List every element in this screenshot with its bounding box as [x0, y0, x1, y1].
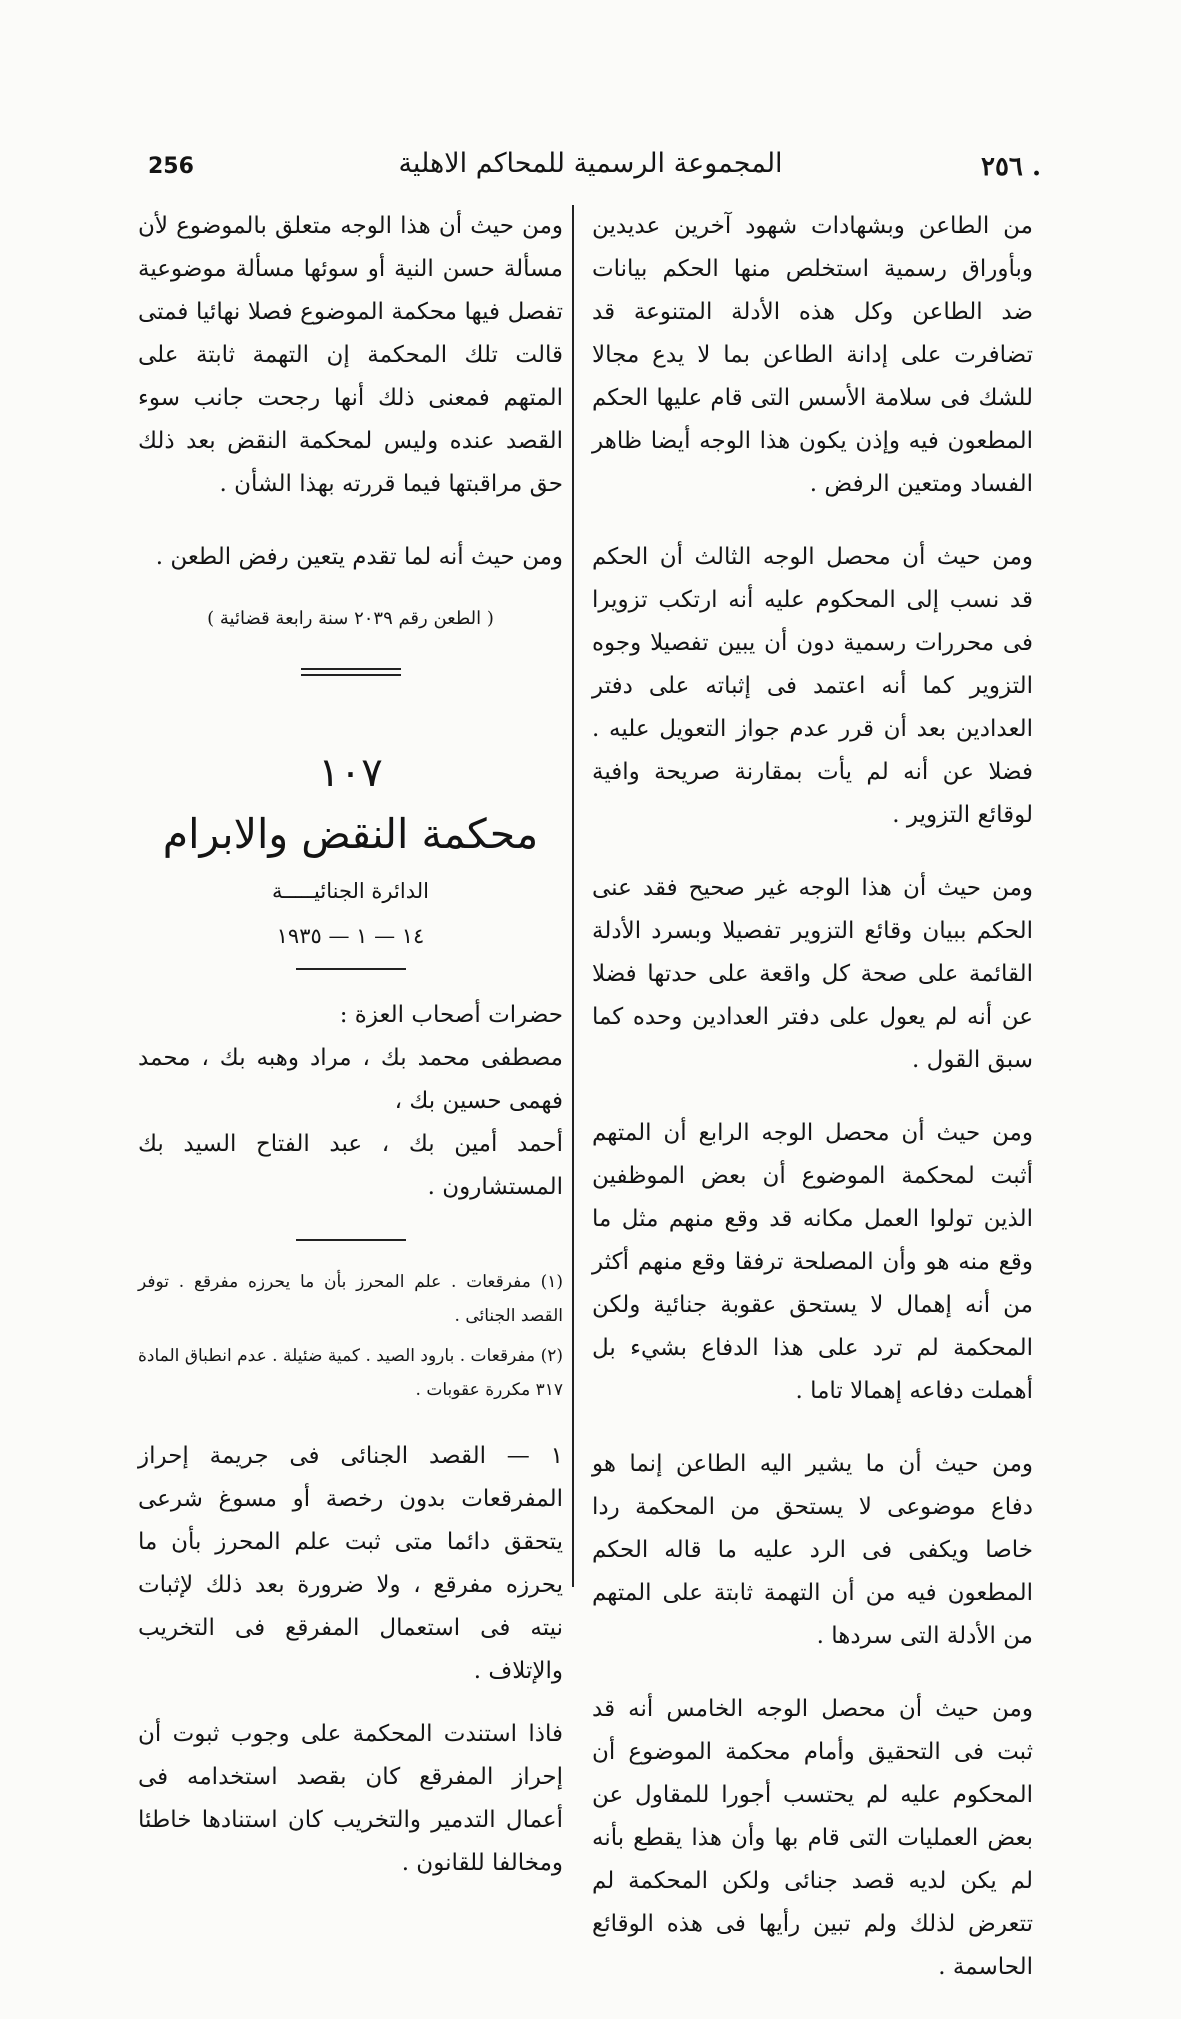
presence-block: [138, 994, 563, 1209]
paragraph: ومن حيث أن محصل الوجه الخامس أنه قد ثبت فى التحقيق وأمام محكمة الموضوع أن المحكوم عليه لم يحتسب أجورا للمقاول عن بعض العمليات التى قام بها وأن هذا يقطع بأنه لم يكن لديه قصد جنائى ولكن المحكمة لم تتعرض لذلك ولم تبين رأيها فى هذه الوقائع الحاسمة .: [592, 1696, 1033, 1980]
paragraph: ومن حيث أنه لما تقدم يتعين رفض الطعن .: [155, 544, 563, 570]
paragraph: ومن حيث أن ما يشير اليه الطاعن إنما هو دفاع موضوعى لا يستحق من المحكمة ردا خاصا ويكفى فى الرد عليه ما قاله الحكم المطعون فيه من أن التهمة ثابتة على المتهم من الأدلة التى سردها .: [592, 1451, 1033, 1649]
paragraph: ومن حيث أن محصل الوجه الرابع أن المتهم أثبت لمحكمة الموضوع أن بعض الموظفين الذين تولوا العمل مكانه قد وقع منهم مثل ما وقع منه هو وأن المصلحة ترفقا وقع منهم أكثر من أنه إهمال لا يستحق عقوبة جنائية ولكن المحكمة لم ترد على هذا الدفاع بشيء بل أهملت دفاعه إهمالا تاما .: [592, 1120, 1033, 1404]
paragraph: ومن حيث أن محصل الوجه الثالث أن الحكم قد نسب إلى المحكوم عليه أنه ارتكب تزويرا فى محررات رسمية دون أن يبين تفصيلا وجوه التزوير كما أنه اعتمد فى إثباته على دفتر العدادين بعد أن قرر عدم جواز التعويل عليه . فضلا عن أنه لم يأت بمقارنة صريحة وافية لوقائع التزوير .: [592, 544, 1034, 828]
presence-line: أحمد أمين بك ، عبد الفتاح السيد بك المستشارون .: [138, 1131, 563, 1200]
right-column: [592, 205, 1033, 2019]
summary-paragraph: فاذا استندت المحكمة على وجوب ثبوت أن إحراز المفرقع كان بقصد استخدامه فى أعمال التدمير والتخريب كان استنادها خاطئا ومخالفا للقانون .: [138, 1721, 563, 1876]
left-column: [138, 205, 563, 1905]
summary-paragraph: ١ — القصد الجنائى فى جريمة إحراز المفرقعات بدون رخصة أو مسوغ شرعى يتحقق دائما متى ثبت علم المحرز بأن ما يحرزه مفرقع ، ولا ضرورة بعد ذلك لإثبات نيته فى استعمال المفرقع فى التخريب والإتلاف .: [138, 1443, 563, 1684]
presence-title: حضرات أصحاب العزة :: [339, 1002, 563, 1028]
paragraph: من الطاعن وبشهادات شهود آخرين عديدين وبأوراق رسمية استخلص منها الحكم بيانات ضد الطاعن وكل هذه الأدلة المتنوعة قد تضافرت على إدانة الطاعن بما لا يدع مجالا للشك فى سلامة الأسس التى قام عليها الحكم المطعون فيه وإذن يكون هذا الوجه أيضا ظاهر الفساد ومتعين الرفض .: [592, 213, 1033, 497]
footnote: (٢) مفرقعات . بارود الصيد . كمية ضئيلة . عدم انطباق المادة ٣١٧ مكررة عقوبات .: [138, 1346, 563, 1400]
double-rule: [301, 668, 401, 676]
short-rule: [296, 968, 406, 970]
circuit-name: الدائرة الجنائيـــــة: [272, 879, 429, 903]
appeal-note: ( الطعن رقم ٢٠٣٩ سنة رابعة قضائية ): [207, 608, 494, 629]
case-number: ١٠٧: [318, 750, 383, 796]
presence-line: مصطفى محمد بك ، مراد وهبه بك ، محمد فهمى حسين بك ،: [138, 1045, 563, 1114]
footnotes: [138, 1265, 563, 1407]
footnote: (١) مفرقعات . علم المحرز بأن ما يحرزه مفرقع . توفر القصد الجنائى .: [138, 1272, 563, 1326]
running-title: المجموعة الرسمية للمحاكم الاهلية: [398, 148, 783, 179]
page-number-arabic: ٢٥٦ .: [980, 152, 1041, 182]
paragraph: ومن حيث أن هذا الوجه غير صحيح فقد عنى الحكم ببيان وقائع التزوير تفصيلا وبسرد الأدلة القائمة على صحة كل واقعة على حدتها فضلا عن أنه لم يعول على دفتر العدادين وحده كما سبق القول .: [592, 875, 1033, 1073]
page-number-latin: 256: [148, 154, 194, 179]
page-header: [140, 148, 1041, 196]
session-date: ١٤ — ١ — ١٩٣٥: [276, 924, 425, 948]
court-name: محكمة النقض والابرام: [162, 810, 539, 858]
paragraph: ومن حيث أن هذا الوجه متعلق بالموضوع لأن مسألة حسن النية أو سوئها مسألة موضوعية تفصل فيها محكمة الموضوع فصلا نهائيا فمتى قالت تلك المحكمة إن التهمة ثابتة على المتهم فمعنى ذلك أنها رجحت جانب سوء القصد عنده وليس لمحكمة النقض بعد ذلك حق مراقبتها فيما قررته بهذا الشأن .: [138, 213, 563, 497]
column-divider: [572, 205, 574, 1587]
footnote-rule: [296, 1239, 406, 1241]
